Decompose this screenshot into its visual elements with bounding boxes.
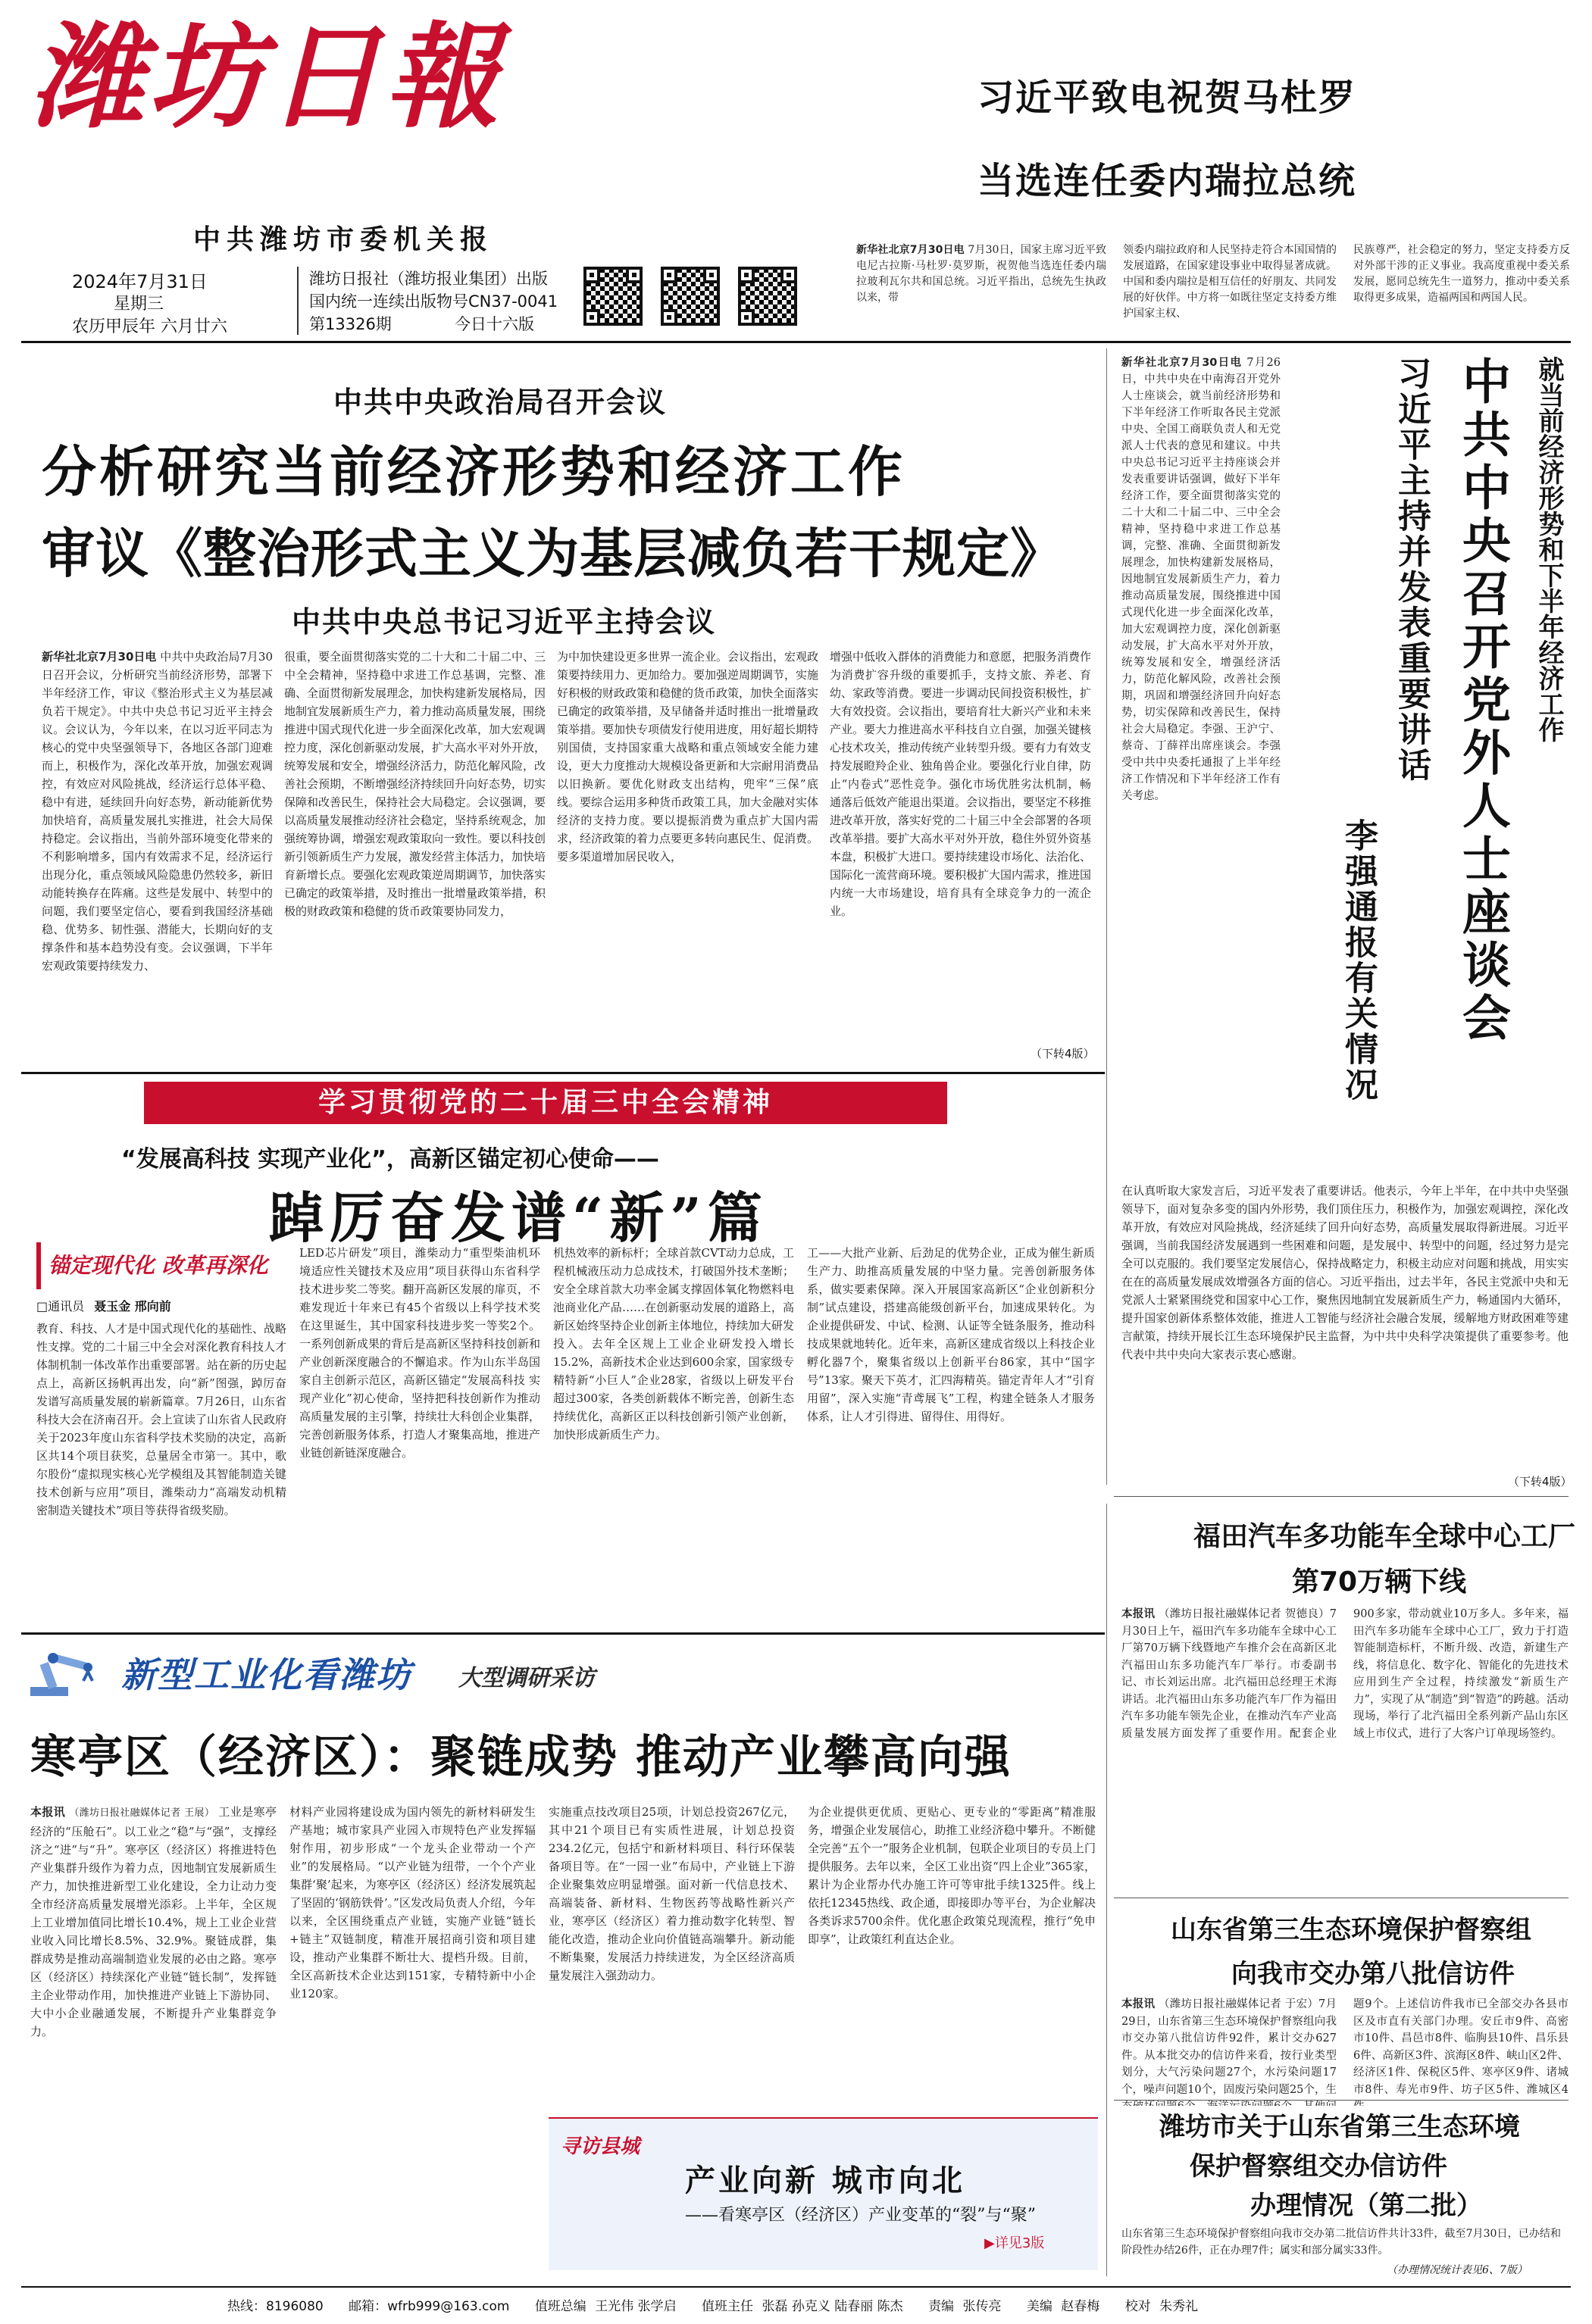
industrial-col4: 为企业提供更优质、更贴心、更专业的“零距离”精准服务，增强企业发展信心，助推工业经济稳中攀升。不断健全完善“五个一”服务企业机制，包联企业项目的专员上门提供服务。去年以来，全区工业出资“四上企业”365家，累计为企业帮办代办施工许可等审批手续1325件。线上依托12345热线、政企通，即接即办等平台，为企业解决各类诉求5700余件。优化惠企政策兑现流程，推行“免申即享”，让政策红利直达企业。 [808, 1805, 1096, 1946]
lead-col3: 为中加快建设更多世界一流企业。会议指出，宏观政策要持续用力、更加给力。要加强逆周期调节，实施好积极的财政政策和稳健的货币政策，加快全面落实已确定的政策举措，及早储备并适时推出一批增量政策举措。要加快专项债发行使用进度，用好超长期特别国债，支持国家重大战略和重点领域安全能力建设，更大力度推动大规模设备更新和大宗耐用消费品以旧换新。要优化财政支出结构，兜牢“三保”底线。要综合运用多种货币政策工具，加大金融对实体经济的支持力度。要以提振消费为重点扩大国内需求，经济政策的着力点要更多转向惠民生、促消费。要多渠道增加居民收入， [557, 650, 818, 864]
brief3-headline-1[interactable]: 潍坊市关于山东省第三生态环境 [1159, 2112, 1520, 2142]
footer-mailbox[interactable]: 邮箱：wfrb999@163.com [349, 2299, 510, 2314]
issue-date: 2024年7月31日 [72, 271, 208, 292]
feature-kicker: “发展高科技 实现产业化”，高新区锚定初心使命—— [121, 1146, 659, 1173]
top-story-col1: 新华社北京7月30日电 7月30日，国家主席习近平致电尼古拉斯·马杜罗·莫罗斯，祝贺他当选连任委内瑞拉玻利瓦尔共和国总统。习近平指出，总统先生执政以来，带 [856, 244, 1106, 304]
brief3-note: （办理情况统计表见6、7版） [1387, 2264, 1528, 2276]
brief3-headline-3[interactable]: 办理情况（第二批） [1250, 2191, 1482, 2221]
qr-code-1[interactable] [583, 267, 643, 326]
issue-number: 第13326期 [309, 315, 392, 333]
industrial-col1: 本报讯 （潍坊日报社融媒体记者 王展） 工业是寒亭经济的“压舱石”。以工业之“稳”与“强”，支撑经济之“进”与“升”。寒亭区（经济区）将推进特色产业集群升级作为着力点，因地制宜发展新质生产力，加快推进新型工业化建设，全力让动力变全市经济高质量发展增光添彩。上半年，全区规上工业增加值同比增长10.4%，规上工业企业营业收入同比增长8.5%、32.9%。聚链成群，集群成势是推动高端制造业发展的必由之路。寒亭区（经济区）持续深化产业链“链长制”，发挥链主企业带动作用，加快推进产业链上下游协同、大中小企业融通发展，不断提升产业集群竞争力。 [30, 1805, 277, 2038]
issue-weekday: 星期三 [114, 295, 164, 314]
feature-logo: 锚定现代化 改革再深化 [36, 1242, 276, 1289]
lead-subhead: 中共中央总书记习近平主持会议 [292, 605, 717, 639]
top-story-dateline: 新华社北京7月30日电 [856, 244, 965, 256]
visit-headline: 产业向新 城市向北 [685, 2163, 965, 2198]
visit-see-more[interactable]: ▶详见3版 [984, 2235, 1045, 2251]
lead-dateline: 新华社北京7月30日电 [42, 650, 157, 664]
masthead-logo: 潍坊日報 [30, 11, 504, 144]
industrial-banner-sub: 大型调研采访 [458, 1665, 595, 1691]
masthead-subtitle: 中共潍坊市委机关报 [193, 224, 494, 255]
industrial-headline[interactable]: 寒亭区（经济区）：聚链成势 推动产业攀高向强 [30, 1731, 1012, 1784]
right-wide-text: 在认真听取大家发言后，习近平发表了重要讲话。他表示，今年上半年，在中共中央坚强领导下，面对复杂多变的国内外形势，我们顶住压力，积极作为，加强宏观调控，深化改革开放，有效应对风险挑战，经济延续了回升向好态势，高质量发展取得新进展。习近平强调，当前我国经济发展遇到一些困难和问题，是发展中、转型中的问题，经过努力是完全可以克服的。我们要坚定发展信心，保持战略定力，积极主动应对问题和挑战，用实实在在的高质量发展成效增强各方面的信心。习近平指出，过去半年，各民主党派中央和无党派人士紧紧围绕党和国家中心工作，聚焦因地制宜发展新质生产力，畅通国内大循环，提升国家创新体系整体效能，推进人工智能与经济社会融合发展，缓解地方财政困难等建言献策，持续开展长江生态环境保护民主监督，为中共中央科学决策提供了重要参考。他代表中共中央向大家表示衷心感谢。 [1121, 1184, 1569, 1361]
brief2-headline-2[interactable]: 向我市交办第八批信访件 [1231, 1959, 1515, 1989]
right-narrow-text: 新华社北京7月30日电 7月26日，中共中央在中南海召开党外人士座谈会，就当前经济形势和下半年经济工作听取各民主党派中央、全国工商联负责人和无党派人士代表的意见和建议。中共中央总书记习近平主持座谈会并发表重要讲话强调，做好下半年经济工作，要全面贯彻落实党的二十大和二十届二中、三中全会精神，坚持稳中求进工作总基调，完整、准确、全面贯彻新发展理念，加快构建新发展格局，因地制宜发展新质生产力，着力推动高质量发展，围绕推进中国式现代化进一步全面深化改革，加大宏观调控力度，深化创新驱动发展，扩大高水平对外开放，统筹发展和安全，增强经济活力，防范化解风险，改善社会预期，巩固和增强经济回升向好态势，切实保障和改善民生，保持社会大局稳定。李强、王沪宁、蔡奇、丁薛祥出席座谈会。李强受中共中央委托通报了上半年经济工作情况和下半年经济工作有关考虑。 [1121, 357, 1281, 802]
feature-byline: □通讯员 聂玉金 邢向前 [36, 1299, 171, 1313]
feature-headline[interactable]: 踔厉奋发谱“新”篇 [269, 1185, 768, 1250]
lead-col4: 增强中低收入群体的消费能力和意愿，把服务消费作为消费扩容升级的重要抓手，支持文旅、养老、育幼、家政等消费。要进一步调动民间投资积极性，扩大有效投资。会议指出，要培育壮大新兴产业和未来产业。要大力推进高水平科技自立自强，加强关键核心技术攻关，推动传统产业转型升级。要有力有效支持发展瞪羚企业、独角兽企业。要强化行业自律，防止“内卷式”恶性竞争。强化市场优胜劣汰机制，畅通落后低效产能退出渠道。会议指出，要坚定不移推进改革开放，落实好党的二十届三中全会部署的各项改革举措。要扩大高水平对外开放，稳住外贸外资基本盘，积极扩大进口。要持续建设市场化、法治化、国际化一流营商环境。要积极扩大国内需求，推进国内统一大市场建设，培育具有全球竞争力的一流企业。 [830, 650, 1091, 918]
top-story-col2: 领委内瑞拉政府和人民坚持走符合本国国情的发展道路，在国家建设事业中取得显著成就。中国和委内瑞拉是相互信任的好朋友、共同发展的好伙伴。中方将一如既往坚定支持委方维护国家主权、 [1123, 244, 1337, 320]
brief2-text: 本报讯 （潍坊日报社融媒体记者 于宏）7月29日，山东省第三生态环境保护督察组向我市交办第八批信访件92件，累计交办627件。从本批交办的信访件来看，按行业类型划分，大气污染问题27个，水污染问题17个，噪声问题10个，固废污染问题25个，生 题9个。上述信访件我市已全部交办各县市区及市直有关部门办理。安丘市9件、高密市10件、昌邑市8件、临朐县10件、昌乐县6件、高新区3件、滨海区8件、峡山区2件、经济区1件、保税区5件、寒亭区9件、诸城市8件、寿光市9件、坊子区5件、潍城区4 [1121, 1998, 1569, 2096]
qr-code-2[interactable] [661, 267, 720, 326]
right-vertical-kicker: 就当前经济形势和下半年经济工作 [1534, 356, 1564, 742]
publisher: 潍坊日报社（潍坊报业集团）出版 [309, 270, 548, 288]
brief1-text: 本报讯 （潍坊日报社融媒体记者 贺德良）7月30日上午，福田汽车多功能车全球中心工厂第70万辆下线暨地产车推介会在高新区北汽福田山东多功能汽车厂举行。市委副书记、市长刘运出席。北汽福田总经理王术海讲话。北汽福田山东多功能汽车厂作为福田汽车多功能车领先企业，在推动汽车产业高质量发展方面发挥了重要作用。配套企业900多家，带动就业10万多人。多年来，福田汽车多功能车全球中心工厂，致力于打造智能制造标杆，不断升级、改造，新建生产线，将信息化、数字化、智能化的先进技术应用到生产全过程，持续激发“新质生产力”，实现了从“制造”到“智造”的跨越。活动现场，举行了北汽福田全系列新产品山东区域上市仪式，进行了大客户订单现场签约。 [1121, 1608, 1569, 1740]
issue-lunar: 农历甲辰年 六月廿六 [72, 317, 227, 336]
industrial-col3: 实施重点技改项目25项，计划总投资267亿元，其中21个项目已有实质性进展，计划总投资234.2亿元，包括宁和新材料项目、科行环保装备项目等。在“一园一业”布局中，产业链上下游企业聚集效应明显增强。面对新一代信息技术、高端装备、新材料、生物医药等战略性新兴产业，寒亭区（经济区）着力推动数字化转型、智能化改造，推动企业向价值链高端攀升。新动能不断集聚，发展活力持续迸发，为全区经济高质量发展注入强劲动力。 [549, 1805, 795, 1982]
right-vertical-headline[interactable]: 中共中央召开党外人士座谈会 [1454, 356, 1510, 1045]
visit-label: 寻访县城 [561, 2135, 640, 2158]
right-dateline: 新华社北京7月30日电 [1121, 357, 1243, 369]
top-story-title-2[interactable]: 当选连任委内瑞拉总统 [977, 160, 1357, 202]
lead-col2: 很重，要全面贯彻落实党的二十大和二十届二中、三中全会精神，坚持稳中求进工作总基调，完整、准确、全面贯彻新发展理念，加快构建新发展格局，因地制宜发展新质生产力，着力推动高质量发展，围绕推进中国式现代化进一步全面深化改革，加大宏观调控力度，深化创新驱动发展，扩大高水平对外开放，统筹发展和安全，增强经济活力，防范化解风险，改善社会预期，不断增强经济持续回升向好态势，切实保障和改善民生，保持社会大局稳定。会议强调，要以高质量发展推动经济社会稳定，坚持系统观念，加强统筹协调，增强宏观政策取向一致性。要以科技创新引领新质生产力发展，激发经营主体活力，加快培育新增长点。要强化宏观政策逆周期调节，加快落实已确定的政策举措，及时推出一批增量政策举措，积极的财政政策和稳健的货币政策要协同发力， [284, 650, 546, 918]
feature-col4: 工——大批产业新、后劲足的优势企业，正成为催生新质生产力、助推高质量发展的中坚力量。完善创新服务体系，做实要素保障。深入开展国家高新区“企业创新积分制”试点建设，搭建高能级创新平台，加速成果转化。为企业提供研发、中试、检测、认证等全链条服务，推动科技成果就地转化。近年来，高新区建成省级以上科技企业孵化器7个，聚集省级以上创新平台86家，其中“国字号”13家。聚天下英才，汇四海精英。锚定青年人才“引育用留”，深入实施“青鸢展飞”工程，构建全链条人才服务体系，让人才引得进、留得住、用得好。 [807, 1246, 1095, 1423]
qr-code-3[interactable] [738, 267, 797, 326]
brief3-headline-2[interactable]: 保护督察组交办信访件 [1190, 2151, 1447, 2182]
visit-box[interactable] [549, 2117, 1098, 2270]
cn-number: 国内统一连续出版物号CN37-0041 [309, 292, 558, 311]
lead-kicker: 中共中央政治局召开会议 [333, 386, 668, 419]
brief1-headline-1[interactable]: 福田汽车多功能车全球中心工厂 [1193, 1521, 1576, 1552]
footer-hotline: 热线：8196080 [227, 2299, 324, 2314]
lead-headline-1[interactable]: 分析研究当前经济形势和经济工作 [42, 439, 906, 504]
feature-col2: LED芯片研发”项目，潍柴动力“重型柴油机环境适应性关键技术及应用”项目获得山东省科学技术进步奖二等奖。翻开高新区发展的扉页，不难发现近十年来已有45个省级以上科学技术奖在这里诞生，其中国家科技进步奖一等奖2个。一系列创新成果的背后是高新区坚持科技创新和产业创新深度融合的不懈追求。作为山东半岛国家自主创新示范区，高新区锚定“发展高科技 实现产业化”初心使命，坚持把科技创新作为推动高质量发展的主引擎，持续壮大科创企业集群，完善创新服务体系，打造人才聚集高地，推进产业链创新链深度融合。 [299, 1246, 540, 1460]
feature-banner: 学习贯彻党的二十届三中全会精神 [144, 1082, 947, 1124]
page-count: 今日十六版 [455, 315, 534, 333]
lead-continued[interactable]: （下转4版） [1031, 1047, 1095, 1060]
feature-col3: 机热效率的新标杆；全球首款CVT动力总成，工程机械液压动力总成技术，打破国外技术垄断；安全全球首款大功率金属支撑固体氧化物燃料电池商业化产品……在创新驱动发展的道路上，高新区始终坚持企业创新主体地位，持续加大研发投入。去年全区规上工业企业研发投入增长15.2%，高新技术企业达到600余家，国家级专精特新“小巨人”企业28家，省级以上研发平台超过300家，各类创新载体不断完善，创新生态持续优化，高新区正以科技创新引领产业创新，加快形成新质生产力。 [553, 1246, 794, 1442]
robot-arm-icon [23, 1640, 114, 1701]
brief3-text: 山东省第三生态环境保护督察组向我市交办第二批信访件共计33件，截至7月30日，已办结和阶段性办结26件，正在办理7件；属实和部分属实33件。 [1121, 2228, 1561, 2257]
top-story-title-1[interactable]: 习近平致电祝贺马杜罗 [977, 77, 1357, 119]
brief2-headline-1[interactable]: 山东省第三生态环境保护督察组 [1171, 1915, 1531, 1945]
top-story-col3: 民族尊严，社会稳定的努力，坚定支持委方反对外部干涉的正义事业。我高度重视中委关系发展，愿同总统先生一道努力，推动中委关系取得更多成果，造福两国和两国人民。 [1353, 244, 1570, 304]
brief3 [1114, 2106, 1569, 2280]
feature-col1: 教育、科技、人才是中国式现代化的基础性、战略性支撑。党的二十届三中全会对深化教育科技人才体制机制一体改革作出重要部署。站在新的历史起点上，高新区扬帆再出发，向“新”图强，踔厉奋发谱写高质量发展的崭新篇章。7月26日，山东省科技大会在济南召开。会上宣读了山东省人民政府关于2023年度山东省科学技术奖励的决定，高新区共14个项目获奖，总量居全市第一。其中，歌尔股份“虚拟现实核心光学模组及其智能制造关键技术创新与应用”项目，潍柴动力“高端发动机精密制造关键技术”项目等获得省级奖励。 [36, 1322, 286, 1517]
visit-subhead: ——看寒亭区（经济区）产业变革的“裂”与“聚” [685, 2206, 1036, 2225]
lead-col1: 新华社北京7月30日电 中共中央政治局7月30日召开会议，分析研究当前经济形势，部署下半年经济工作，审议《整治形式主义为基层减负若干规定》。中共中央总书记习近平主持会议。会议认为，今年以来，在以习近平同志为核心的党中央坚强领导下，各地区各部门迎难而上，积极作为，深化改革开放，加强宏观调控，有效应对风险挑战，经济运行总体平稳、稳中有进，延续回升向好态势，新动能新优势加快培育，高质量发展扎实推进，社会大局保持稳定。会议指出，当前外部环境变化带来的不利影响增多，国内有效需求不足，经济运行出现分化，重点领域风险隐患仍然较多，新旧动能转换存在阵痛。这些是发展中、转型中的问题，我们要坚定信心，要看到我国经济基础稳、优势多、韧性强、潜能大，长期向好的支撑条件和基本趋势没有变。会议强调，下半年宏观政策要持续发力、 [42, 650, 273, 973]
industrial-col2: 材料产业园将建设成为国内领先的新材料研发生产基地；城市家具产业园入市规特色产业发挥辐射作用，初步形成“一个龙头企业带动一个产业”的发展格局。“以产业链为纽带，一个个产业集群‘聚’起来，为寒亭区（经济区）经济发展筑起了坚固的‘钢筋铁骨’。”区发改局负责人介绍，今年以来，全区围绕重点产业链，实施产业链“链长+链主”双链制度，精准开展招商引资和项目建设，推动产业集群不断壮大、提档升级。目前，全区高新技术企业达到151家，专精特新中小企业120家。 [289, 1805, 536, 2001]
lead-headline-2[interactable]: 审议《整治形式主义为基层减负若干规定》 [42, 522, 1064, 585]
right-vertical-sub2: 李强通报有关情况 [1339, 818, 1378, 1103]
right-continued[interactable]: （下转4版） [1508, 1475, 1572, 1488]
right-vertical-sub1: 习近平主持并发表重要讲话 [1392, 356, 1431, 783]
footer: 热线：8196080 邮箱：wfrb999@163.com 值班总编 王光伟 张学启 值班主任 张磊 孙克义 陆春丽 陈杰 责编 张传亮 美编 赵春梅 校对 朱秀礼 [227, 2299, 1199, 2314]
industrial-banner: 新型工业化看潍坊 [121, 1654, 412, 1695]
brief1-headline-2[interactable]: 第70万辆下线 [1292, 1567, 1467, 1598]
